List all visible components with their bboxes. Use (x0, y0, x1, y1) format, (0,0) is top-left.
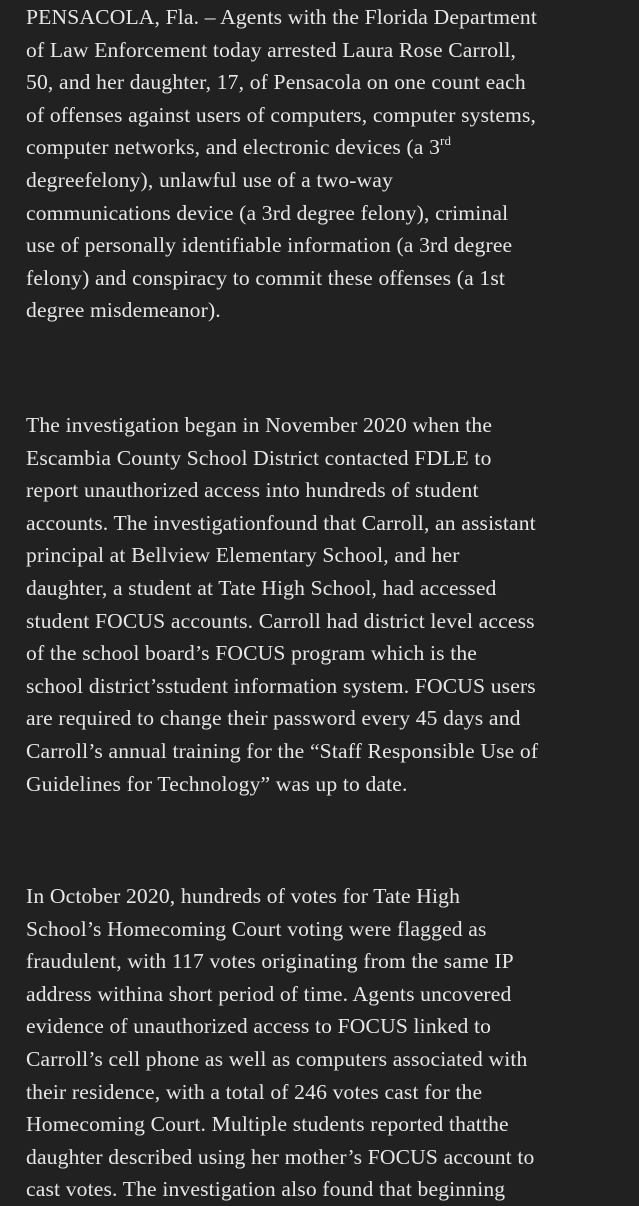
text-line: address withina short period of time. Agents uncovered (26, 981, 512, 1006)
text-line: their residence, with a total of 246 votes cast for the (26, 1079, 483, 1104)
text-line: of offenses against users of computers, computer systems, (26, 102, 537, 127)
text-line: Homecoming Court. Multiple students reported thatthe (26, 1112, 509, 1137)
text-line: The investigation began in November 2020 when the (26, 413, 493, 437)
text-line: are required to change their password every 45 days and (26, 706, 521, 731)
text-line: evidence of unauthorized access to FOCUS linked to (26, 1014, 492, 1039)
text-line: communications device (a 3rd degree felony), criminal (26, 200, 509, 225)
text-line: School’s Homecoming Court voting were flagged as (26, 916, 487, 941)
text-line: felony) and conspiracy to commit these offenses (a 1st (26, 265, 506, 290)
text-line: school district’sstudent information system. FOCUS users (26, 673, 536, 698)
text-line: 50, and her daughter, 17, of Pensacola on one count each (26, 70, 526, 95)
text-line: Carroll’s cell phone as well as computers associated with (26, 1046, 528, 1071)
text-line: Escambia County School District contacted FDLE to (26, 445, 492, 470)
text-line: cast votes. The investigation also found that beginning (26, 1177, 506, 1202)
ordinal-superscript: rd (440, 133, 452, 149)
text-line: of the school board’s FOCUS program which is the (26, 641, 478, 666)
text-line: degreefelony), unlawful use of a two-way (26, 167, 393, 192)
paragraph-investigation (26, 409, 538, 800)
text-line: computer networks, and electronic devices (a 3 (26, 135, 441, 160)
text-line: Guidelines for Technology” was up to date. (26, 771, 408, 796)
paragraph-arrest (26, 1, 537, 327)
text-line: report unauthorized access into hundreds of student (26, 478, 479, 503)
text-line: PENSACOLA, Fla. – Agents with the Florida Department (26, 5, 538, 29)
paragraph-homecoming (26, 880, 534, 1206)
text-line: degree misdemeanor). (26, 298, 221, 323)
text-line: daughter described using her mother’s FOCUS account to (26, 1144, 535, 1169)
text-line: student FOCUS accounts. Carroll had district level access (26, 608, 535, 633)
text-line: accounts. The investigationfound that Carroll, an assistant (26, 510, 536, 535)
text-line: daughter, a student at Tate High School, had accessed (26, 575, 497, 600)
text-line: principal at Bellview Elementary School, and her (26, 543, 460, 568)
text-line: fraudulent, with 117 votes originating from the same IP (26, 949, 514, 974)
text-line-with-superscript (26, 131, 537, 164)
text-line: Carroll’s annual training for the “Staff Responsible Use of (26, 738, 539, 763)
text-line: In October 2020, hundreds of votes for Tate High (26, 884, 461, 908)
text-line: of Law Enforcement today arrested Laura Rose Carroll, (26, 37, 517, 62)
text-line: use of personally identifiable information (a 3rd degree (26, 233, 513, 258)
